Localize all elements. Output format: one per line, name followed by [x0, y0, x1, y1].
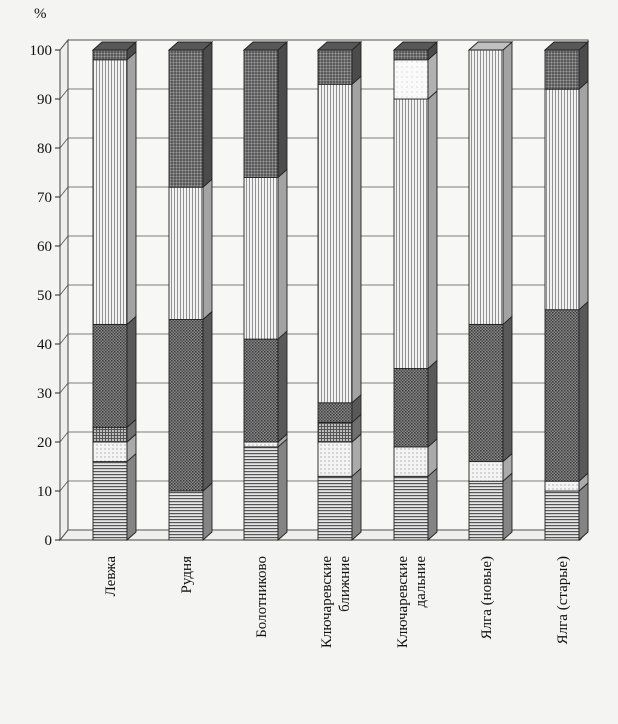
- bar-segment: [394, 369, 428, 447]
- bar-segment-side: [428, 468, 437, 540]
- bar-stack: [93, 42, 136, 540]
- bar-segment: [469, 324, 503, 461]
- y-axis-ticks: [30, 43, 61, 549]
- y-tick-label: 80: [37, 141, 52, 157]
- bar-segment-side: [278, 169, 287, 339]
- y-tick-label: 100: [29, 43, 52, 59]
- y-unit-label: %: [34, 6, 47, 22]
- bar-segment: [93, 50, 127, 60]
- bar-stack: [169, 42, 212, 540]
- bar-segment-side: [127, 316, 136, 427]
- x-category-label: Болотниково: [254, 556, 270, 638]
- bar-segment: [394, 60, 428, 99]
- bar-segment: [93, 324, 127, 427]
- bar-segment: [394, 447, 428, 476]
- bar-segment: [318, 476, 352, 540]
- bar-segment-side: [278, 439, 287, 540]
- bar-segment: [394, 99, 428, 369]
- bar-segment: [545, 310, 579, 482]
- bar-segment: [169, 320, 203, 492]
- x-category-label: Левжа: [103, 556, 119, 597]
- bar-segment: [244, 50, 278, 177]
- bar-segment-side: [428, 361, 437, 447]
- bar-segment: [169, 187, 203, 319]
- y-tick-label: 20: [37, 435, 52, 451]
- x-category-label: ближние: [337, 556, 353, 612]
- bar-segment-side: [503, 316, 512, 461]
- bar-segment-side: [203, 312, 212, 492]
- bar-stack: [244, 42, 287, 540]
- bar-segment: [244, 442, 278, 447]
- bar-segment-side: [352, 468, 361, 540]
- bar-stack: [469, 42, 512, 540]
- bar-segment: [93, 442, 127, 462]
- bar-segment: [545, 491, 579, 540]
- x-category-label: Ялга (новые): [479, 556, 495, 640]
- y-tick-label: 30: [37, 386, 52, 402]
- bar-segment: [93, 462, 127, 540]
- bar-segment-side: [579, 483, 588, 540]
- bar-segment-side: [203, 42, 212, 187]
- x-axis-categories: [103, 556, 571, 648]
- bar-segment: [244, 339, 278, 442]
- bar-segment-side: [352, 76, 361, 403]
- bar-segment-side: [503, 473, 512, 540]
- bar-segment-side: [503, 42, 512, 324]
- bar-segment-side: [579, 81, 588, 310]
- bar-segment-side: [203, 483, 212, 540]
- bar-segment-side: [428, 91, 437, 369]
- bar-stack: [318, 42, 361, 540]
- x-category-label: Ялга (старые): [555, 556, 571, 645]
- bar-segment: [394, 476, 428, 540]
- y-tick-label: 0: [44, 533, 52, 549]
- bar-segment: [318, 84, 352, 403]
- bar-stack: [394, 42, 437, 540]
- bar-segment: [545, 89, 579, 310]
- bar-segment: [318, 422, 352, 442]
- bar-segment: [394, 50, 428, 60]
- bar-segment: [169, 50, 203, 187]
- bar-segment: [169, 491, 203, 540]
- bar-segment-side: [278, 331, 287, 442]
- bar-segment-side: [203, 179, 212, 319]
- bar-segment-side: [278, 42, 287, 177]
- bar-segment-side: [127, 454, 136, 540]
- y-tick-label: 40: [37, 337, 52, 353]
- y-tick-label: 70: [37, 190, 52, 206]
- bar-segment: [545, 50, 579, 89]
- bar-segment: [244, 177, 278, 339]
- bar-segment: [318, 50, 352, 84]
- bar-segment: [469, 481, 503, 540]
- bar-segment: [545, 481, 579, 491]
- y-tick-label: 60: [37, 239, 52, 255]
- y-tick-label: 50: [37, 288, 52, 304]
- x-category-label: дальние: [413, 556, 429, 608]
- bar-segment: [93, 427, 127, 442]
- x-category-label: Ключаревские: [395, 556, 411, 649]
- bar-stack: [545, 42, 588, 540]
- bar-segment: [318, 403, 352, 423]
- bar-segment: [469, 50, 503, 324]
- bar-segment-side: [127, 52, 136, 325]
- x-category-label: Рудня: [179, 556, 195, 594]
- bar-segment: [469, 462, 503, 482]
- bar-segment: [244, 447, 278, 540]
- x-category-label: Ключаревские: [319, 556, 335, 649]
- bar-segment: [93, 60, 127, 325]
- bar-segment: [318, 442, 352, 476]
- y-tick-label: 90: [37, 92, 52, 108]
- bar-segment-side: [579, 302, 588, 482]
- y-tick-label: 10: [37, 484, 52, 500]
